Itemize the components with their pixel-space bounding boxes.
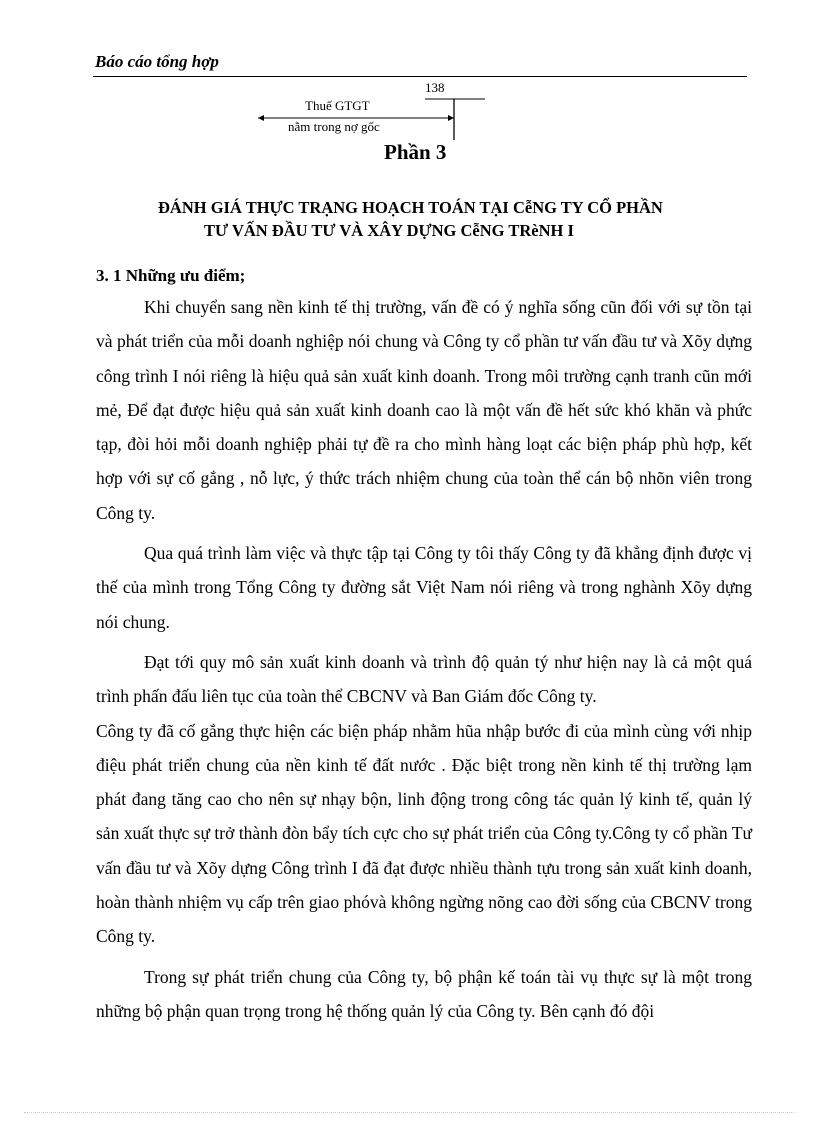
footer-divider bbox=[24, 1112, 794, 1113]
paragraph-4: Công ty đã cố gắng thực hiện các biện pháp nhằm hũa nhập bước đi của mình cùng với nhịp điệu phát triển chung của nền kinh tế đất nước . Đặc biệt trong nền kinh tế thị trường lạm phát đang tăng cao cho nên sự nhạy bộn, linh động trong công tác quản lý kinh tế, quản lý sản xuất thực sự trở thành đòn bẩy tích cực cho sự phát triển của Công ty.Công ty cổ phần Tư vấn đầu tư và Xõy dựng Công trình I đã đạt được nhiều thành tựu trong sản xuất kinh doanh, hoàn thành nhiệm vụ cấp trên giao phóvà không ngừng nõng cao đời sống của CBCNV trong Công ty. bbox=[96, 720, 752, 947]
page-header bbox=[93, 52, 747, 77]
section-title-line-1: ĐÁNH GIÁ THỰC TRẠNG HOẠCH TOÁN TẠI CễNG TY CỔ PHẦN bbox=[158, 198, 663, 217]
header-title: Báo cáo tổng hợp bbox=[95, 52, 219, 71]
tax-label: Thuế GTGT bbox=[305, 98, 370, 113]
paragraph-5: Trong sự phát triển chung của Công ty, bộ phận kế toán tài vụ thực sự là một trong những bộ phận quan trọng trong hệ thống quản lý của Công ty. Bên cạnh đó đội bbox=[96, 966, 752, 1021]
paragraph-1: Khi chuyển sang nền kinh tế thị trường, vấn đề có ý nghĩa sống cũn đối với sự tồn tại và phát triển của mỗi doanh nghiệp nói chung và Công ty cổ phần tư vấn đầu tư và Xõy dựng công trình I nói riêng là hiệu quả sản xuất kinh doanh. Trong môi trường cạnh tranh cũn mới mẻ, Để đạt được hiệu quả sản xuất kinh doanh cao là một vấn đề hết sức khó khăn và phức tạp, đòi hỏi mỗi doanh nghiệp phải tự đề ra cho mình hàng loạt các biện pháp phù hợp, kết hợp với sự cố gắng , nỗ lực, ý thức trách nhiệm chung của toàn thể cán bộ nhõn viên trong Công ty. bbox=[96, 297, 752, 523]
t-account-lines bbox=[250, 78, 500, 158]
part-title: Phần 3 bbox=[384, 140, 447, 164]
section-title bbox=[96, 196, 796, 242]
subheading: 3. 1 Những ưu điểm; bbox=[96, 266, 246, 285]
paragraph-3: Đạt tới quy mô sản xuất kinh doanh và trình độ quản tý như hiện nay là cả một quá trình phấn đấu liên tục của toàn thể CBCNV và Ban Giám đốc Công ty. bbox=[96, 651, 752, 707]
body-text bbox=[96, 290, 752, 1028]
section-title-line-2: TƯ VẤN ĐẦU TƯ VÀ XÂY DỰNG CễNG TRèNH I bbox=[204, 221, 574, 240]
account-number: 138 bbox=[425, 80, 445, 95]
paragraph-2: Qua quá trình làm việc và thực tập tại Công ty tôi thấy Công ty đã khẳng định được vị thế của mình trong Tổng Công ty đường sắt Việt Nam nói riêng và trong nghành Xõy dựng nói chung. bbox=[96, 543, 752, 632]
note-label: nằm trong nợ gốc bbox=[288, 119, 380, 134]
account-diagram bbox=[250, 78, 500, 158]
